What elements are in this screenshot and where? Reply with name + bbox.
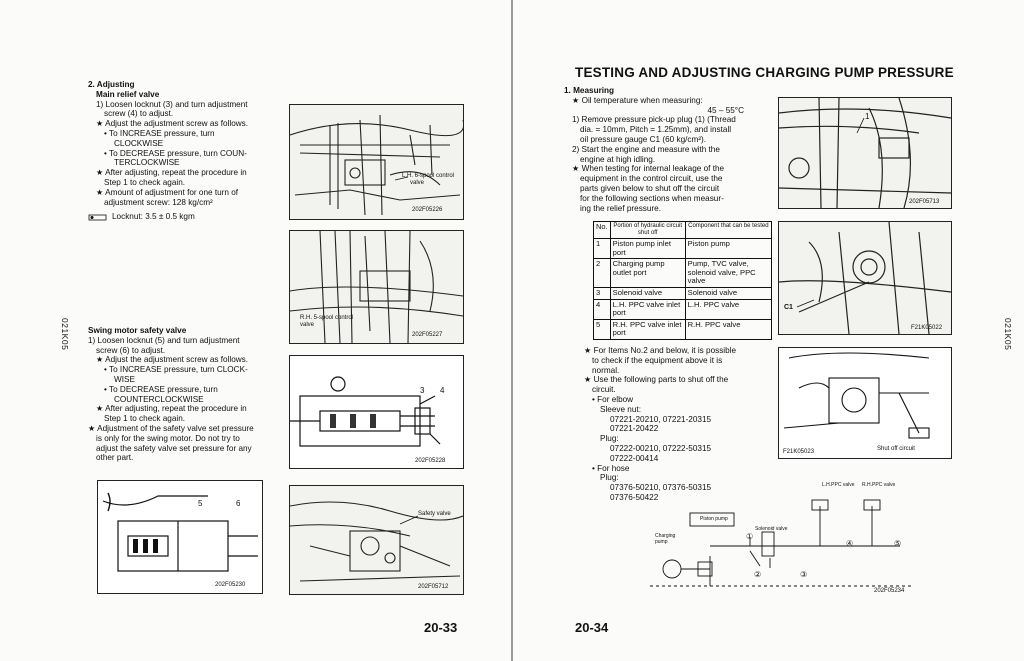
relief-valve-illustration [290, 105, 463, 219]
swing-line: • To DECREASE pressure, turn [104, 384, 218, 394]
right-page-number: 20-34 [575, 620, 609, 635]
parts-line: • For hose [592, 463, 630, 473]
figure-rh-control-photo [289, 230, 464, 344]
torque-spec: Locknut: 3.5 ± 0.5 kgm [112, 212, 195, 222]
callout-5: 5 [198, 499, 203, 508]
gauge-installation-illustration [779, 222, 951, 334]
measuring-section [564, 86, 764, 213]
adjusting-line: ★ Adjust the adjustment screw as follows. [96, 119, 249, 129]
table-cell: Solenoid valve [685, 287, 771, 299]
figure-code: F21K05022 [911, 325, 943, 331]
gauge-c1-label: C1 [784, 304, 793, 311]
figure-code: F21K05023 [783, 449, 815, 455]
table-cell: 5 [594, 319, 611, 339]
callout-3: 3 [420, 386, 425, 395]
swing-safety-valve-drawing [98, 481, 262, 593]
measuring-line: 2) Start the engine and measure with the [572, 144, 720, 154]
table-cell: Piston pump inlet port [610, 239, 685, 259]
adjusting-line: TERCLOCKWISE [114, 158, 180, 168]
measuring-line: ing the relief pressure. [580, 203, 662, 213]
figure-swing-safety-section [97, 480, 263, 594]
shutoff-table [593, 221, 772, 340]
swing-line: WISE [114, 374, 135, 384]
measuring-line: dia. = 10mm, Pitch = 1.25mm), and install [580, 125, 732, 135]
table-cell: Piston pump [685, 239, 771, 259]
swing-line: 1) Loosen locknut (5) and turn adjustment [88, 335, 240, 345]
callout-1: 1 [865, 112, 870, 121]
rh-5-spool-label-2: valve [300, 322, 315, 328]
circle-4: ④ [846, 539, 854, 548]
adjusting-line: screw (4) to adjust. [104, 109, 174, 119]
figure-code: 202F05228 [415, 458, 446, 464]
table-header: Portion of hydraulic circuit shut off [610, 222, 685, 239]
table-row [594, 239, 772, 259]
adjusting-line: 1) Loosen locknut (3) and turn adjustment [96, 99, 248, 109]
figure-code: 202F05227 [412, 332, 443, 338]
figure-code: 202F05712 [418, 584, 449, 590]
measuring-line: ★ When testing for internal leakage of the [572, 164, 725, 174]
adjusting-section [88, 80, 268, 222]
table-row [594, 299, 772, 319]
shut-off-circuit-label: Shut off circuit [877, 446, 915, 452]
table-header-row [594, 222, 772, 239]
measuring-line: oil pressure gauge C1 (60 kg/cm²). [580, 134, 707, 144]
parts-line: 07376-50210, 07376-50315 [610, 483, 712, 493]
parts-line: Plug: [600, 434, 619, 444]
parts-line: Sleeve nut: [600, 404, 641, 414]
lh-ppc-label: L.H.PPC valve [822, 482, 855, 488]
safety-valve-label: Safety valve [418, 511, 451, 517]
piston-pump-label: Piston pump [700, 516, 728, 522]
right-side-code: 021K05 [1003, 318, 1013, 351]
measuring-line: ★ Oil temperature when measuring: [572, 95, 703, 105]
lh-6-spool-label-2: valve [410, 180, 425, 186]
left-side-code: 021K05 [60, 318, 70, 351]
parts-line: to check if the equipment above it is [592, 355, 723, 365]
torque-wrench-icon [88, 213, 108, 222]
swing-line: screw (6) to adjust. [96, 345, 166, 355]
figure-hydraulic-circuit [650, 476, 912, 596]
table-cell: Solenoid valve [610, 287, 685, 299]
page-title: TESTING AND ADJUSTING CHARGING PUMP PRESSURE [575, 65, 954, 80]
table-cell: 3 [594, 287, 611, 299]
callout-4: 4 [440, 386, 445, 395]
callout-6: 6 [236, 499, 241, 508]
circle-1: ① [746, 532, 754, 541]
main-relief-heading: Main relief valve [96, 89, 160, 99]
figure-shutoff-drawing [778, 347, 952, 459]
right-page [513, 0, 1024, 661]
figure-swing-motor-photo [289, 485, 464, 595]
figure-code: 202F05234 [874, 588, 905, 594]
adjusting-line: • To DECREASE pressure, turn COUN- [104, 148, 247, 158]
parts-line: circuit. [592, 385, 616, 395]
table-cell: 2 [594, 259, 611, 288]
shutoff-circuit-drawing [779, 348, 951, 458]
table-header: No. [594, 222, 611, 239]
rh-5-spool-label: R.H. 5-spool control [300, 315, 354, 321]
figure-gauge-photo [778, 221, 952, 335]
figure-relief-valve-section [289, 355, 464, 469]
table-cell: 1 [594, 239, 611, 259]
parts-line: normal. [592, 365, 620, 375]
table-cell: R.H. PPC valve [685, 319, 771, 339]
swing-line: other part. [96, 453, 134, 463]
swing-line: ★ Adjustment of the safety valve set pressure [88, 423, 254, 433]
figure-code: 202F05226 [412, 207, 443, 213]
parts-line: 07376-50422 [610, 492, 659, 502]
circle-2: ② [754, 570, 762, 579]
measuring-line: for the following sections when measur- [580, 193, 724, 203]
hydraulic-circuit-diagram [650, 476, 912, 596]
adjusting-line: ★ Amount of adjustment for one turn of [96, 187, 239, 197]
measuring-line: 1) Remove pressure pick-up plug (1) (Thread [572, 115, 736, 125]
left-page [0, 0, 511, 661]
table-cell: Pump, TVC valve, solenoid valve, PPC valve [685, 259, 771, 288]
swing-line: COUNTERCLOCKWISE [114, 394, 204, 404]
measuring-heading: 1. Measuring [564, 86, 615, 95]
table-cell: 4 [594, 299, 611, 319]
figure-main-relief-photo [289, 104, 464, 220]
parts-line: 07221-20422 [610, 424, 659, 434]
rh-control-valve-illustration [290, 231, 463, 343]
adjusting-line: CLOCKWISE [114, 138, 164, 148]
solenoid-valve-label: Solenoid valve [755, 526, 788, 532]
circle-5: ⑤ [894, 539, 902, 548]
adjusting-line: Step 1 to check again. [104, 177, 186, 187]
figure-code: 202F05230 [215, 582, 246, 588]
table-cell: R.H. PPC valve inlet port [610, 319, 685, 339]
swing-heading: Swing motor safety valve [88, 326, 187, 335]
table-row [594, 319, 772, 339]
adjusting-heading: 2. Adjusting [88, 80, 135, 89]
measuring-line: engine at high idling. [580, 154, 656, 164]
adjusting-line: • To INCREASE pressure, turn [104, 128, 215, 138]
parts-line: 07222-00414 [610, 453, 659, 463]
parts-line: Plug: [600, 473, 619, 483]
torque-row [88, 212, 268, 222]
measuring-line: 45 – 55°C [707, 105, 744, 115]
table-row [594, 259, 772, 288]
table-cell: Charging pump outlet port [610, 259, 685, 288]
parts-line: ★ Use the following parts to shut off the [584, 375, 729, 385]
figure-charging-pump-photo [778, 97, 952, 209]
swing-line: adjust the safety valve set pressure for any [96, 443, 252, 453]
swing-motor-illustration [290, 486, 463, 594]
adjusting-line: adjustment screw: 128 kg/cm² [104, 197, 213, 207]
table-cell: L.H. PPC valve inlet port [610, 299, 685, 319]
swing-section [88, 326, 268, 463]
parts-line: • For elbow [592, 394, 634, 404]
adjusting-line: ★ After adjusting, repeat the procedure in [96, 168, 247, 178]
charging-pump-label: Charging [655, 533, 676, 539]
swing-line: ★ Adjust the adjustment screw as follows. [96, 355, 249, 365]
circle-3: ③ [800, 570, 808, 579]
parts-line: ★ For Items No.2 and below, it is possible [584, 346, 737, 355]
charging-pump-label-2: pump [655, 539, 668, 545]
measuring-line: parts given below to shut off the circuit [580, 183, 720, 193]
table-row [594, 287, 772, 299]
swing-line: is only for the swing motor. Do not try to [96, 433, 240, 443]
table-header: Component that can be tested [685, 222, 771, 239]
parts-line: 07222-00210, 07222-50315 [610, 443, 712, 453]
table-cell: L.H. PPC valve [685, 299, 771, 319]
rh-ppc-label: R.H.PPC valve [862, 482, 896, 488]
swing-line: Step 1 to check again. [104, 414, 186, 424]
swing-line: • To INCREASE pressure, turn CLOCK- [104, 365, 248, 375]
parts-line: 07221-20210, 07221-20315 [610, 414, 712, 424]
measuring-line: equipment in the control circuit, use the [580, 174, 723, 184]
left-page-number: 20-33 [424, 620, 458, 635]
lh-6-spool-label: L.H. 6-spool control [402, 173, 455, 179]
swing-line: ★ After adjusting, repeat the procedure in [96, 404, 247, 414]
figure-code: 202F05713 [909, 199, 940, 205]
relief-valve-section-drawing [290, 356, 463, 468]
